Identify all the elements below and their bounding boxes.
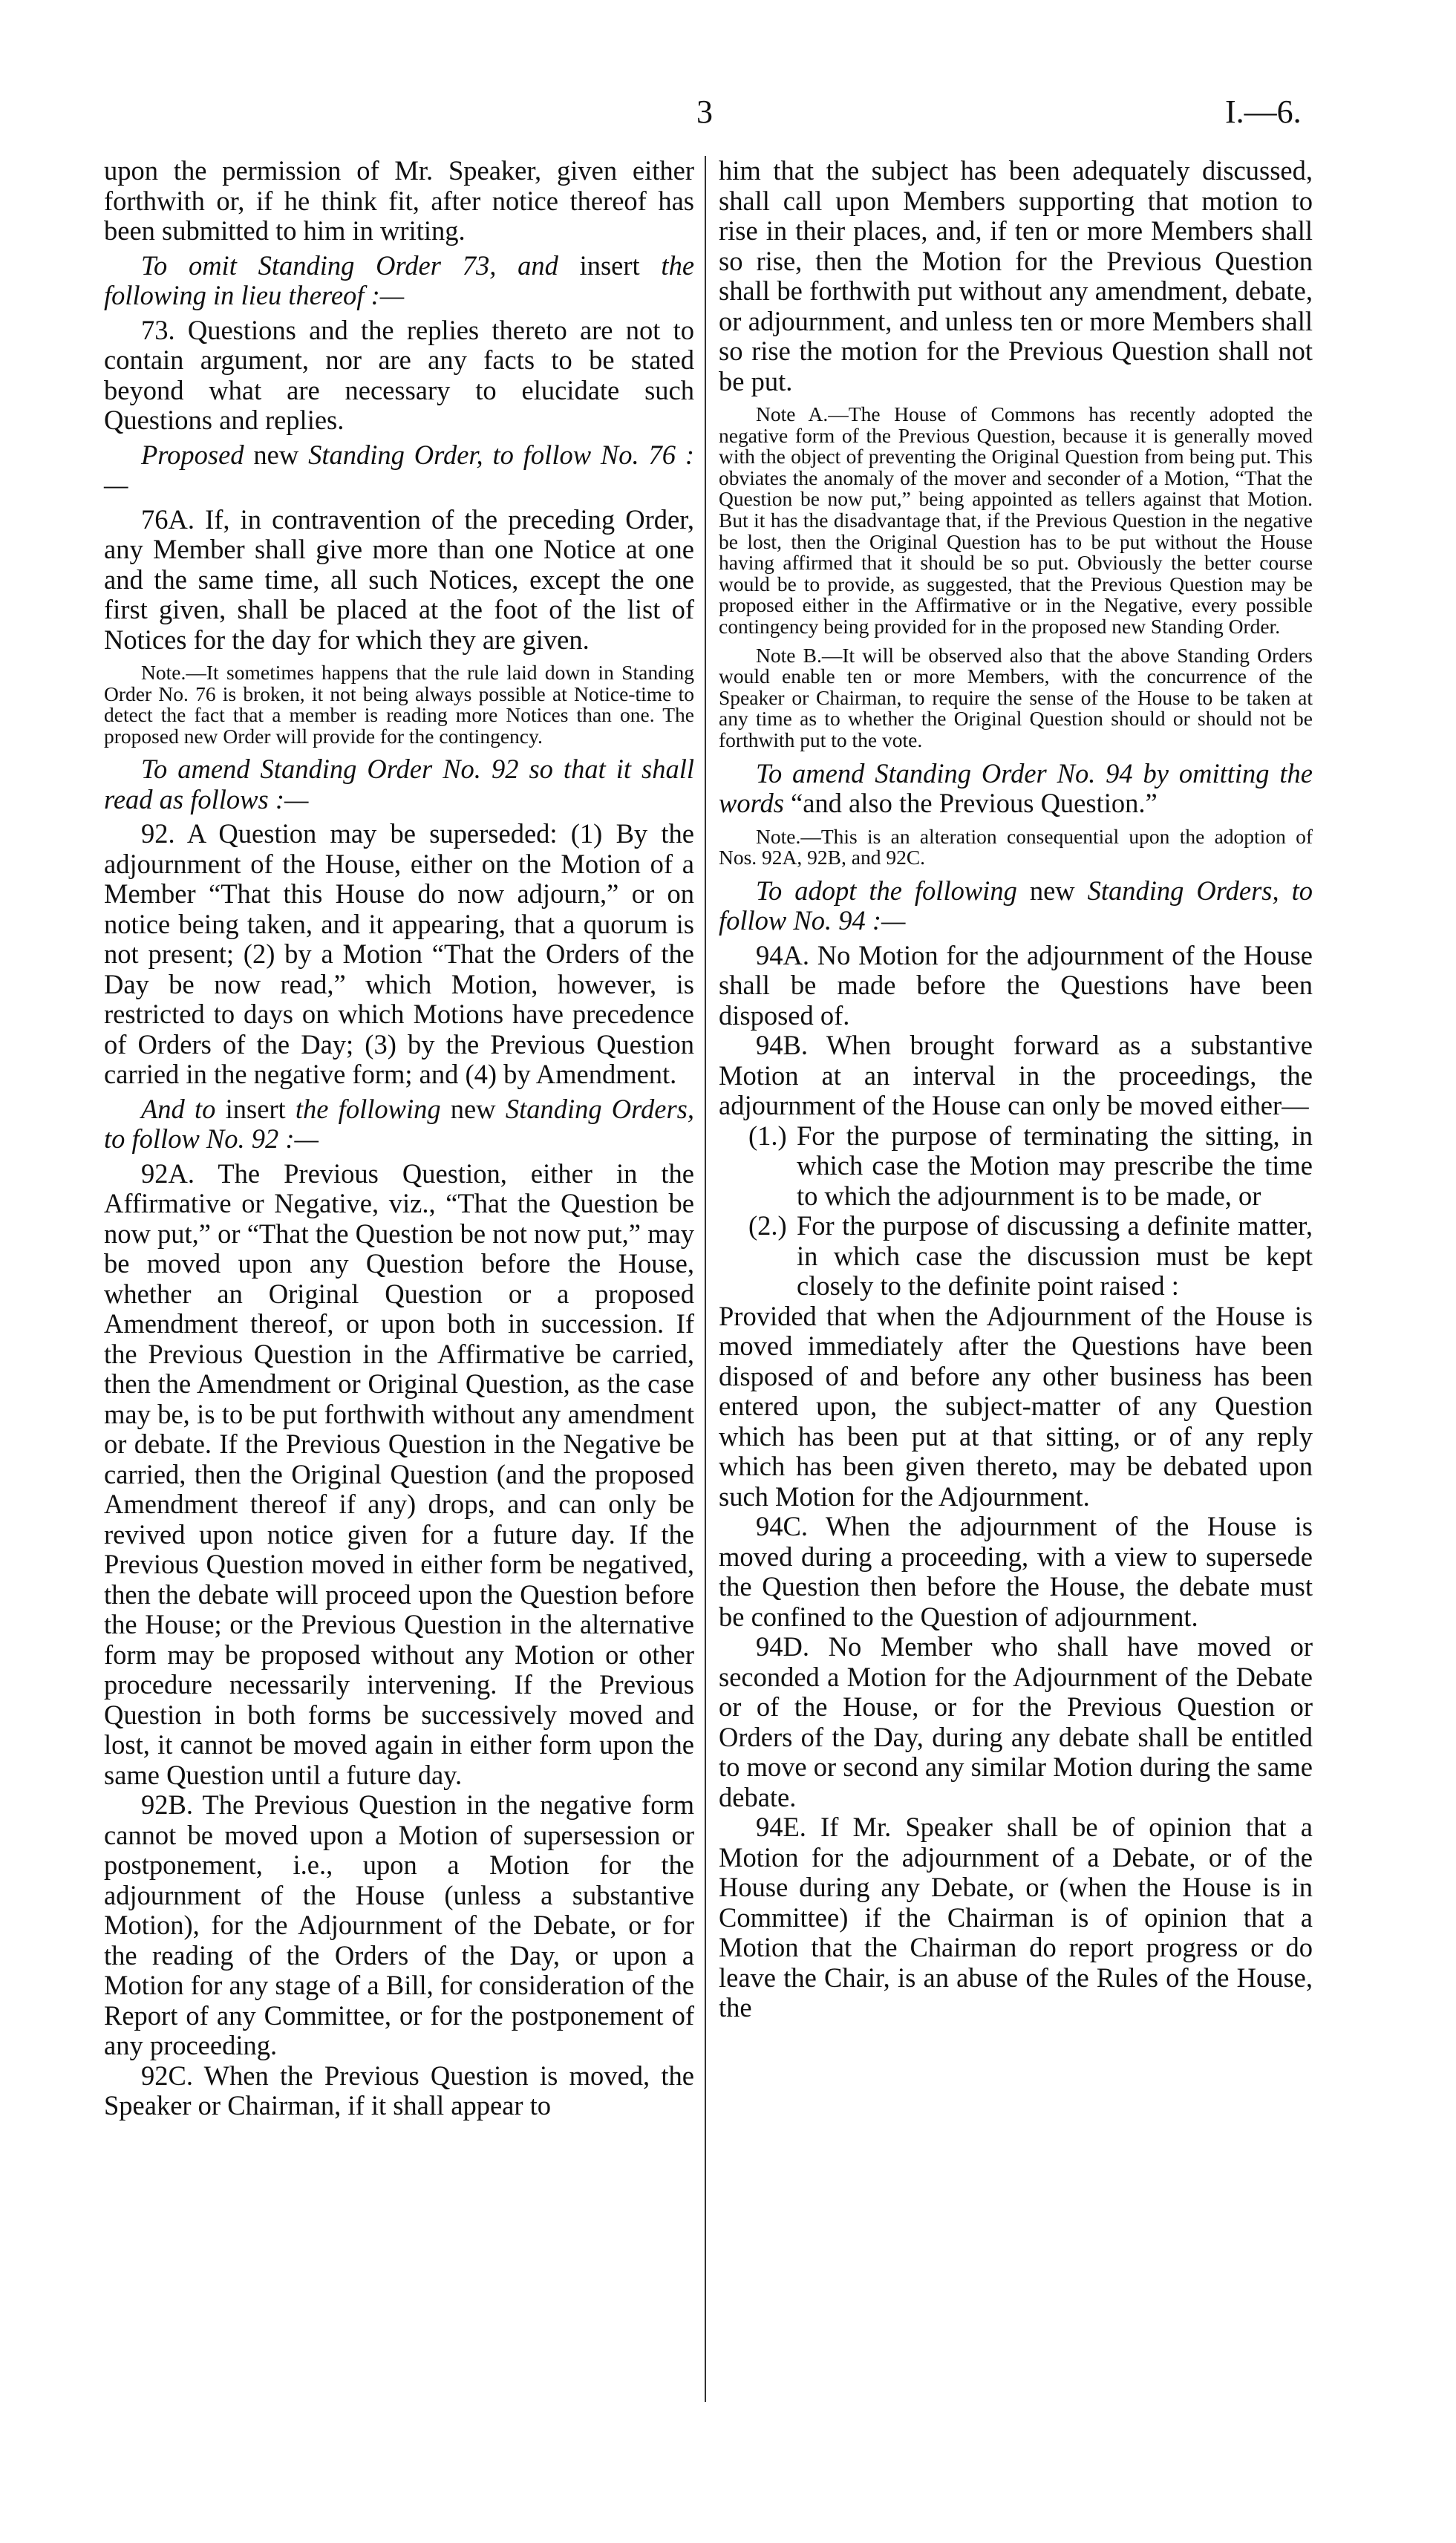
instruction-segment: To adopt the following: [756, 875, 1030, 906]
instruction-heading: [104, 440, 694, 500]
list-item-number: (2.): [748, 1210, 787, 1241]
instruction-heading: [104, 1094, 694, 1155]
instruction-segment: Standing Order No. 94 by omitting the words: [719, 757, 1313, 818]
text-paragraph: 92A. The Previous Question, either in the Affirmative or Negative, viz., “That the Question be now put,” or “That the Question be not now put,” may be moved upon any Question before the House, whether an Original Question or a proposed Amendment thereof, or upon both in succession. If the Previous Question in the Affirmative be carried, then the Amendment or Original Question, as the case may be, is to be put forthwith without any amendment or debate. If the Previous Question in the Negative be carried, then the Original Question (and the proposed Amendment thereof if any) drops, and can only be revived upon notice given for a future day. If the Previous Question moved in either form be negatived, then the debate will proceed upon the Question before the House; or the Previous Question in the alternative form may be proposed without any Motion or other procedure necessarily intervening. If the Previous Question in both forms be successively moved and lost, it cannot be moved again in either form upon the same Question until a future day.: [104, 1158, 694, 1790]
instruction-segment: the following: [295, 1093, 451, 1124]
text-paragraph: 92. A Question may be superseded: (1) By the adjournment of the House, either on the Motion of a Member “That this House do now adjourn,” or on notice being taken, and it appearing, that a quorum is not present; (2) by a Motion “That the Orders of the Day be now read,” which Motion, however, is restricted to days on which Motions have precedence of Orders of the Day; (3) by the Previous Question carried in the negative form; and (4) by Amendment.: [104, 818, 694, 1090]
right-column: [719, 156, 1313, 2023]
instruction-segment: To omit: [141, 249, 258, 281]
instruction-segment: insert: [579, 249, 662, 281]
text-paragraph: Provided that when the Adjournment of the House is moved immediately after the Questions have been disposed of and before any other business has been entered upon, the subject-matter of any Question which has been put at that sitting, or of any reply which has been given thereto, may be debated upon such Motion for the Adjournment.: [719, 1300, 1313, 1512]
text-paragraph: 94A. No Motion for the adjournment of the House shall be made before the Questions have been disposed of.: [719, 939, 1313, 1031]
instruction-segment: and: [518, 249, 580, 281]
instruction-segment: Proposed: [141, 439, 254, 470]
instruction-segment: new: [450, 1093, 506, 1124]
instruction-segment: Standing Orders, to follow No. 94 :—: [719, 875, 1313, 936]
page-reference: I.—6.: [1225, 94, 1302, 130]
text-paragraph: 94D. No Member who shall have moved or seconded a Motion for the Adjournment of the Debate or of the House, or for the Previous Question or Orders of the Day, during any debate shall be entitled to move or second any similar Motion during the same debate.: [719, 1631, 1313, 1812]
text-paragraph: 73. Questions and the replies thereto are not to contain argument, nor are any facts to be stated beyond what are necessary to elucidate such Questions and replies.: [104, 314, 694, 435]
list-item: [719, 1211, 1313, 1302]
list-item-text: For the purpose of discussing a definite matter, in which case the discussion must be kept closely to the definite point raised :: [797, 1210, 1313, 1302]
text-paragraph: 94C. When the adjournment of the House is moved during a proceeding, with a view to supersede the Question then before the House, the debate must be confined to the Question of adjournment.: [719, 1511, 1313, 1632]
column-divider: [705, 156, 706, 2402]
instruction-segment: To amend: [141, 754, 261, 785]
note-paragraph: Note.—It sometimes happens that the rule laid down in Standing Order No. 76 is broken, it not being always possible at Notice-time to detect the fact that a member is reading more Notices than one. The proposed new Order will provide for the contingency.: [104, 661, 694, 748]
instruction-segment: And to: [141, 1093, 226, 1124]
instruction-segment: insert: [225, 1093, 296, 1124]
instruction-segment: new: [253, 439, 309, 470]
instruction-heading: [104, 251, 694, 311]
instruction-heading: [719, 759, 1313, 819]
page-number: 3: [696, 94, 713, 130]
list-item-text: For the purpose of terminating the sitting, in which case the Motion may prescribe the time to which the adjournment is to be made, or: [797, 1120, 1313, 1211]
instruction-segment: Standing Order, to follow No. 76 :—: [104, 439, 694, 500]
instruction-segment: the following in lieu thereof :—: [104, 249, 695, 310]
text-paragraph: 76A. If, in contravention of the preceding Order, any Member shall give more than one Notice at one and the same time, all such Notices, except the one first given, shall be placed at the foot of the list of Notices for the day for which they are given.: [104, 503, 694, 655]
instruction-segment: To amend: [756, 757, 875, 789]
left-column: [104, 156, 694, 2121]
text-paragraph: 92C. When the Previous Question is moved, the Speaker or Chairman, if it shall appear to: [104, 2060, 694, 2121]
note-paragraph: Note.—This is an alteration consequential upon the adoption of Nos. 92A, 92B, and 92C.: [719, 824, 1313, 869]
list-item-number: (1.): [748, 1120, 787, 1151]
instruction-segment: Standing Orders, to follow No. 92 :—: [104, 1093, 694, 1155]
list-item: [719, 1121, 1313, 1212]
text-paragraph: upon the permission of Mr. Speaker, given either forthwith or, if he think fit, after notice thereof has been submitted to him in writing.: [104, 155, 694, 246]
instruction-heading: [719, 876, 1313, 936]
text-paragraph: him that the subject has been adequately discussed, shall call upon Members supporting that motion to rise in their places, and, if ten or more Members shall so rise, then the Motion for the Previous Question shall be forthwith put without any amendment, debate, or adjournment, and unless ten or more Members shall so rise the motion for the Previous Question shall not be put.: [719, 155, 1313, 396]
instruction-segment: Standing Order 73,: [258, 249, 518, 281]
text-paragraph: 94E. If Mr. Speaker shall be of opinion that a Motion for the adjournment of a Debate, or of the House during any Debate, or (when the House is in Committee) if the Chairman is of opinion that a Motion that the Chairman do report progress or do leave the Chair, is an abuse of the Rules of the House, the: [719, 1812, 1313, 2023]
instruction-heading: [104, 754, 694, 815]
note-paragraph: Note B.—It will be observed also that the above Standing Orders would enable ten or more Members, with the concurrence of the Speaker or Chairman, to require the sense of the House to be taken at any time as to whether the Original Question should or should not be forthwith put to the vote.: [719, 643, 1313, 751]
text-paragraph: 92B. The Previous Question in the negative form cannot be moved upon a Motion of supersession or postponement, i.e., upon a Motion for the adjournment of the House (unless a substantive Motion), for the Adjournment of the Debate, or for the reading of the Orders of the Day, or upon a Motion for any stage of a Bill, for consideration of the Report of any Committee, or for the postponement of any proceeding.: [104, 1789, 694, 2061]
instruction-segment: Standing Order No. 92 so that it shall read as follows :—: [104, 754, 695, 815]
instruction-segment: “and also the Previous Question.”: [791, 788, 1158, 818]
text-paragraph: 94B. When brought forward as a substantive Motion at an interval in the proceedings, the adjournment of the House can only be moved either—: [719, 1030, 1313, 1121]
instruction-segment: new: [1029, 875, 1088, 906]
note-paragraph: Note A.—The House of Commons has recently adopted the negative form of the Previous Question, because it is generally moved with the object of preventing the Original Question from being put. This obviates the anomaly of the mover and seconder of a Motion, “That the Question be now put,” being appointed as tellers against that Motion. But it has the disadvantage that, if the Previous Question in the negative be lost, then the Original Question has to be put without the House having affirmed that it should be so put. Obviously the better course would be to provide, as suggested, that the Previous Question may be proposed either in the Affirmative or in the Negative, every possible contingency being provided for in the proposed new Standing Order.: [719, 402, 1313, 638]
